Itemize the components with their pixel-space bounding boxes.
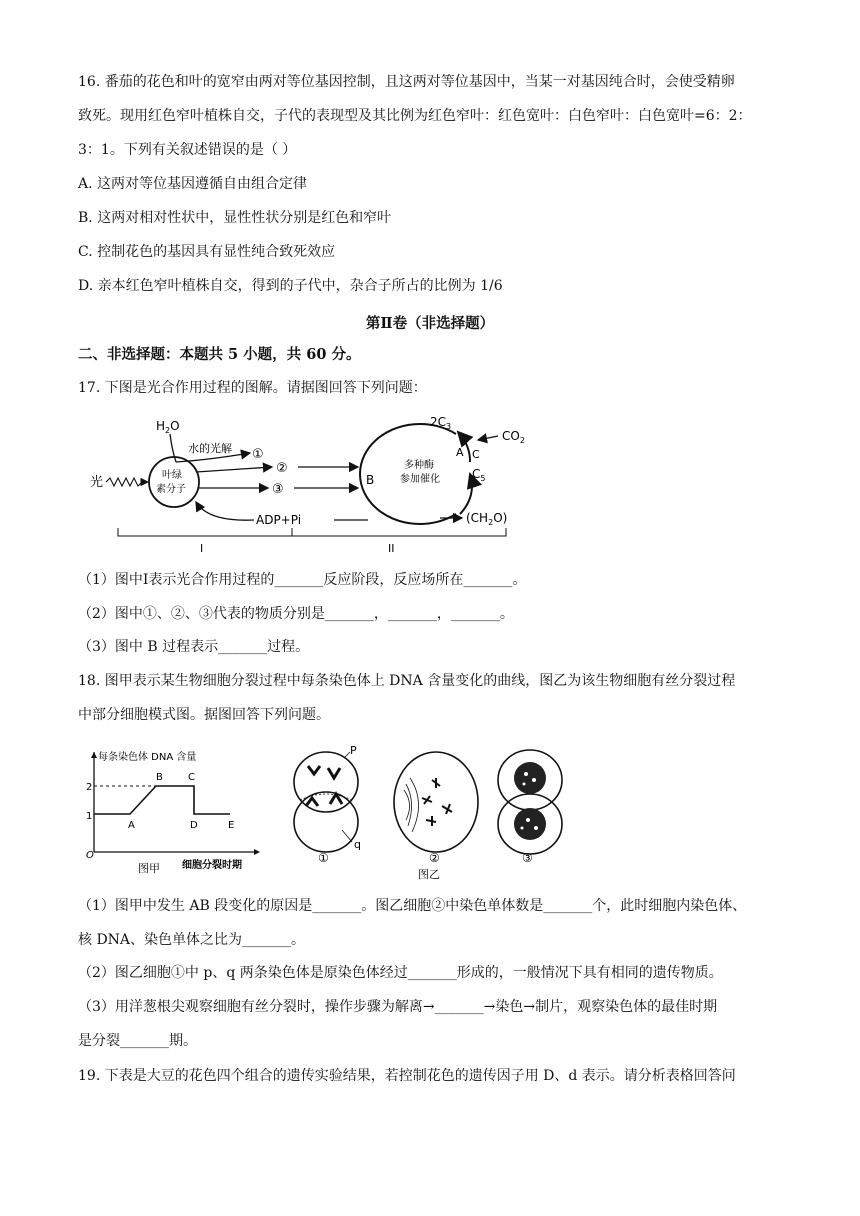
q16-stem-line-1: 16. 番茄的花色和叶的宽窄由两对等位基因控制，且这两对等位基因中，当某一对基因纯合时，会使受精卵 [78,74,735,90]
point-e: E [228,820,235,831]
product-2: ② [276,461,288,476]
graph-tick-1: 1 [86,811,93,822]
cell-3 [498,750,562,865]
graph-x-label: 细胞分裂时期 [182,860,242,871]
dna-content-graph [78,748,278,878]
q16-option-a: A. 这两对等位基因遵循自由组合定律 [78,176,308,192]
q16-stem-line-2: 致死。现用红色窄叶植株自交，子代的表现型及其比例为红色窄叶：红色宽叶：白色窄叶：白色宽叶=6：2： [78,108,752,124]
q17-sub-3: （3）图中 B 过程表示_______过程。 [78,639,310,655]
water-photolysis-label: 水的光解 [188,442,232,455]
q18-sub-1-line-2: 核 DNA、染色单体之比为_______。 [78,932,306,948]
point-b: B [156,772,163,783]
q16-option-b: B. 这两对相对性状中，显性性状分别是红色和窄叶 [78,210,392,226]
label-c: C [472,448,480,461]
q18-sub-3-line-2: 是分裂_______期。 [78,1033,197,1049]
ch2o-label: $(CH_2O)$ [466,511,508,527]
chlorophyll-circle [149,457,199,507]
stage-ii-label: II [388,542,395,555]
dna-curve [94,786,230,814]
h2o-label: $H_2O$ [156,419,180,435]
q18-sub-1-line-1: （1）图甲中发生 AB 段变化的原因是_______。图乙细胞②中染色单体数是_______个，此时细胞内染色体、 [78,898,747,914]
cell-2 [394,752,478,880]
q16-option-d: D. 亲本红色窄叶植株自交，得到的子代中，杂合子所占的比例为 1/6 [78,278,503,294]
cell-1-number: ① [318,851,329,865]
process-b-label: B [366,473,375,487]
light-label: 光 [90,475,104,490]
cell-2-number: ② [429,851,440,865]
product-1: ① [252,447,264,462]
graph-origin: O [86,850,94,861]
q17-sub-2: （2）图中①、②、③代表的物质分别是_______，_______，_______。 [78,606,514,622]
q17-sub-1: （1）图中Ⅰ表示光合作用过程的_______反应阶段，反应场所在_______。 [78,572,527,588]
chlorophyll-label-2: 素分子 [156,484,186,495]
adp-pi-label: ADP+Pi [256,513,302,527]
photosynthesis-diagram [78,410,548,562]
q18-sub-2: （2）图乙细胞①中 p、q 两条染色体是原染色体经过_______形成的，一般情况下具有相同的遗传物质。 [78,965,723,981]
graph-caption: 图甲 [138,862,160,875]
c3-label: $2C_3$ [430,415,452,431]
point-d: D [190,820,198,831]
stage-i-label: I [200,542,204,555]
q16-stem-line-3: 3：1。下列有关叙述错误的是（ ） [78,142,297,158]
c5-label-text: $C_5$ [472,467,486,483]
enzymes-label-2: 参加催化 [400,474,440,485]
label-q: q [354,838,361,851]
co2-label: $CO_2$ [502,429,525,445]
q18-stem-line-1: 18. 图甲表示某生物细胞分裂过程中每条染色体上 DNA 含量变化的曲线，图乙为该生物细胞有丝分裂过程 [78,673,736,689]
point-a: A [128,820,135,831]
cells-caption: 图乙 [418,868,440,880]
section-heading: 二、非选择题：本题共 5 小题，共 60 分。 [78,346,361,363]
point-c: C [188,772,195,783]
cell-1 [294,744,361,865]
graph-tick-2: 2 [86,782,93,793]
q16-option-c: C. 控制花色的基因具有显性纯合致死效应 [78,244,336,260]
q17-stem: 17. 下图是光合作用过程的图解。请据图回答下列问题： [78,380,427,396]
graph-y-label: 每条染色体 DNA 含量 [98,752,197,763]
label-a: A [456,446,464,459]
mitosis-cells-figure [286,744,566,880]
chlorophyll-label-1: 叶绿 [162,470,182,481]
label-p: P [350,744,357,757]
q19-stem: 19. 下表是大豆的花色四个组合的遗传实验结果，若控制花色的遗传因子用 D、d 表示。请分析表格回答问 [78,1068,736,1084]
q18-stem-line-2: 中部分细胞模式图。据图回答下列问题。 [78,707,330,723]
product-3: ③ [272,482,284,497]
enzymes-label-1: 多种酶 [404,460,434,471]
q18-sub-3-line-1: （3）用洋葱根尖观察细胞有丝分裂时，操作步骤为解离→_______→染色→制片，观察染色体的最佳时期 [78,999,718,1015]
cell-3-number: ③ [522,851,533,865]
section-title: 第Ⅱ卷（非选择题） [365,315,495,332]
